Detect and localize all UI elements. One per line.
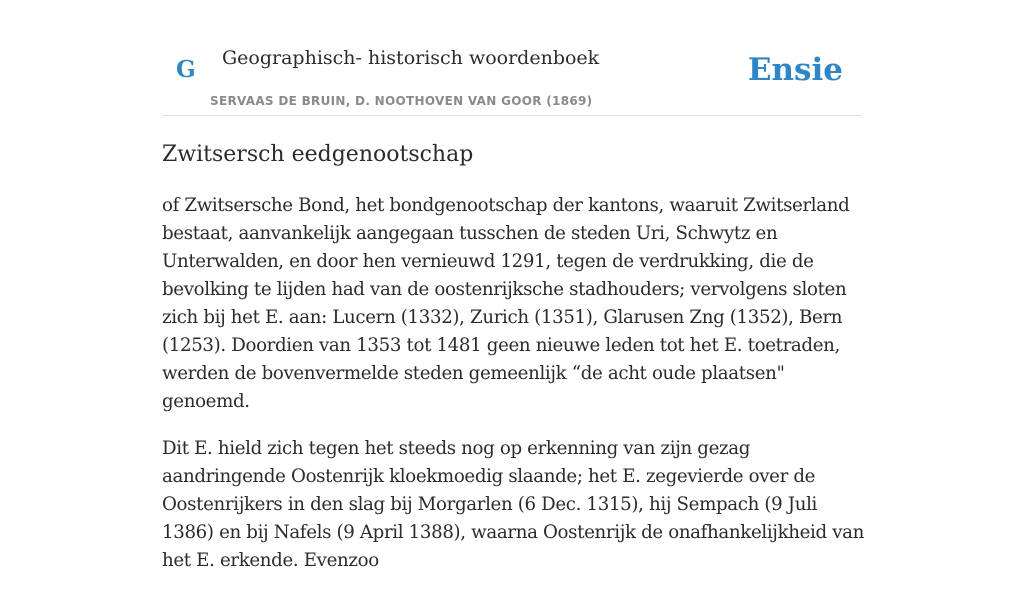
letter-g-icon[interactable]: G xyxy=(176,56,196,83)
entry-paragraph: of Zwitsersche Bond, het bondgenootschap der kantons, waaruit Zwitserland bestaat, aanvankelijk aangegaan tusschen de steden Uri, Schwytz en Unterwalden, en door hen vernieuwd 1291, tegen de verdrukking, die de bevolking te lijden had van de oostenrijksche stadhouders; vervolgens sloten zich bij het E. aan: Lucern (1332), Zurich (1351), Glarusen Zng (1352), Bern (1253). Doordien van 1353 tot 1481 geen nieuwe leden tot het E. toetraden, werden de bovenvermelde steden gemeenlijk “de acht oude plaatsen" genoemd. xyxy=(162,195,850,412)
page xyxy=(162,0,865,571)
entry-body xyxy=(162,192,867,594)
entry-paragraph: Dit E. hield zich tegen het steeds nog op erkenning van zijn gezag aandringende Oostenrijk kloekmoedig slaande; het E. zegevierde over de Oostenrijkers in den slag bij Morgarlen (6 Dec. 1315), hij Sempach (9 Juli 1386) en bij Nafels (9 April 1388), waarna Oostenrijk de onafhankelijkheid van het E. erkende. Evenzoo xyxy=(162,438,865,571)
book-title-link[interactable]: Geographisch- historisch woordenboek xyxy=(222,47,600,69)
book-author: SERVAAS DE BRUIN, D. NOOTHOVEN VAN GOOR (1869) xyxy=(210,94,593,108)
ensie-logo-link[interactable]: Ensie xyxy=(747,52,843,88)
book-header xyxy=(162,0,862,116)
entry-title: Zwitsersch eedgenootschap xyxy=(162,142,474,167)
